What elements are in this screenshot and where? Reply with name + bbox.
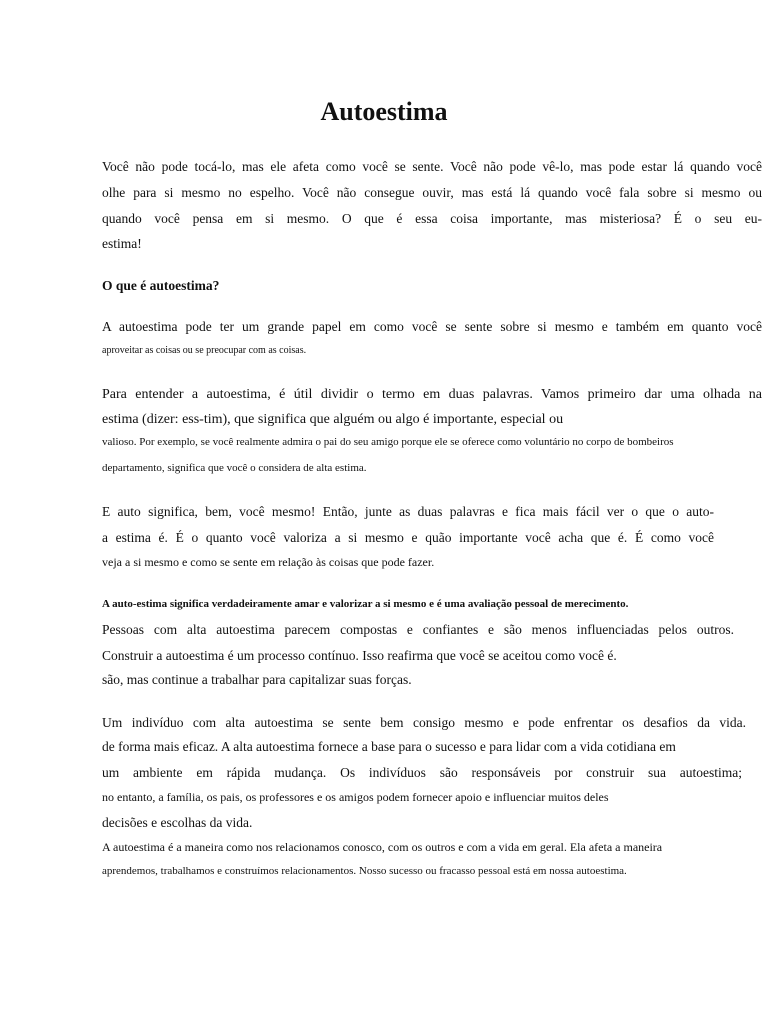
p3-line-1: E auto significa, bem, você mesmo! Então, junte as duas palavras e fica mais fácil ver o que o auto-	[102, 504, 714, 519]
p3-line-3: veja a si mesmo e como se sente em relação às coisas que pode fazer.	[102, 555, 435, 569]
p2-line-4: departamento, significa que você o considera de alta estima.	[102, 462, 367, 474]
p5-line-2: de forma mais eficaz. A alta autoestima fornece a base para o sucesso e para lidar com a vida cotidiana em	[102, 739, 676, 754]
p5-line-4: no entanto, a família, os pais, os professores e os amigos podem fornecer apoio e influenciar muitos deles	[102, 790, 609, 804]
p3-line-2: a estima é. É o quanto você valoriza a si mesmo e quão importante você acha que é. É como você	[102, 530, 714, 545]
p5-line-5: decisões e escolhas da vida.	[102, 815, 253, 830]
page-title: Autoestima	[320, 97, 448, 126]
p5-line-3: um ambiente em rápida mudança. Os indivíduos são responsáveis por construir sua autoestima;	[102, 765, 742, 780]
p4-line-2: Construir a autoestima é um processo contínuo. Isso reafirma que você se aceitou como você é.	[102, 648, 617, 663]
section-heading: O que é autoestima?	[102, 278, 220, 293]
p2-line-2: estima (dizer: ess-tim), que significa que alguém ou algo é importante, especial ou	[102, 412, 564, 427]
intro-line-3: quando você pensa em si mesmo. O que é essa coisa importante, mas misteriosa? É o seu eu-	[102, 211, 762, 226]
p4-line-1: Pessoas com alta autoestima parecem compostas e confiantes e são menos influenciadas pelos outros.	[102, 622, 734, 637]
p2-line-1: Para entender a autoestima, é útil dividir o termo em duas palavras. Vamos primeiro dar uma olhada na	[102, 387, 762, 402]
p4-bold-line: A auto-estima significa verdadeiramente amar e valorizar a si mesmo e é uma avaliação pessoal de merecimento.	[102, 598, 629, 610]
intro-line-2: olhe para si mesmo no espelho. Você não consegue ouvir, mas está lá quando você fala sobre si mesmo ou	[102, 185, 762, 200]
p2-line-3: valioso. Por exemplo, se você realmente admira o pai do seu amigo porque ele se oferece como voluntário no corpo de bombeiros	[102, 436, 674, 448]
intro-line-4: estima!	[102, 236, 142, 251]
p6-line-2: aprendemos, trabalhamos e construímos relacionamentos. Nosso sucesso ou fracasso pessoal está em nossa autoestima.	[102, 865, 627, 877]
intro-line-1: Você não pode tocá-lo, mas ele afeta como você se sente. Você não pode vê-lo, mas pode estar lá quando você	[102, 159, 762, 174]
p1-line-1: A autoestima pode ter um grande papel em como você se sente sobre si mesmo e também em quanto você	[102, 319, 762, 334]
p6-line-1: A autoestima é a maneira como nos relacionamos conosco, com os outros e com a vida em geral. Ela afeta a maneira	[102, 840, 663, 854]
p1-line-2: aproveitar as coisas ou se preocupar com as coisas.	[102, 345, 307, 356]
p5-line-1: Um indivíduo com alta autoestima se sente bem consigo mesmo e pode enfrentar os desafios da vida.	[102, 715, 746, 730]
p4-line-3: são, mas continue a trabalhar para capitalizar suas forças.	[102, 672, 412, 687]
